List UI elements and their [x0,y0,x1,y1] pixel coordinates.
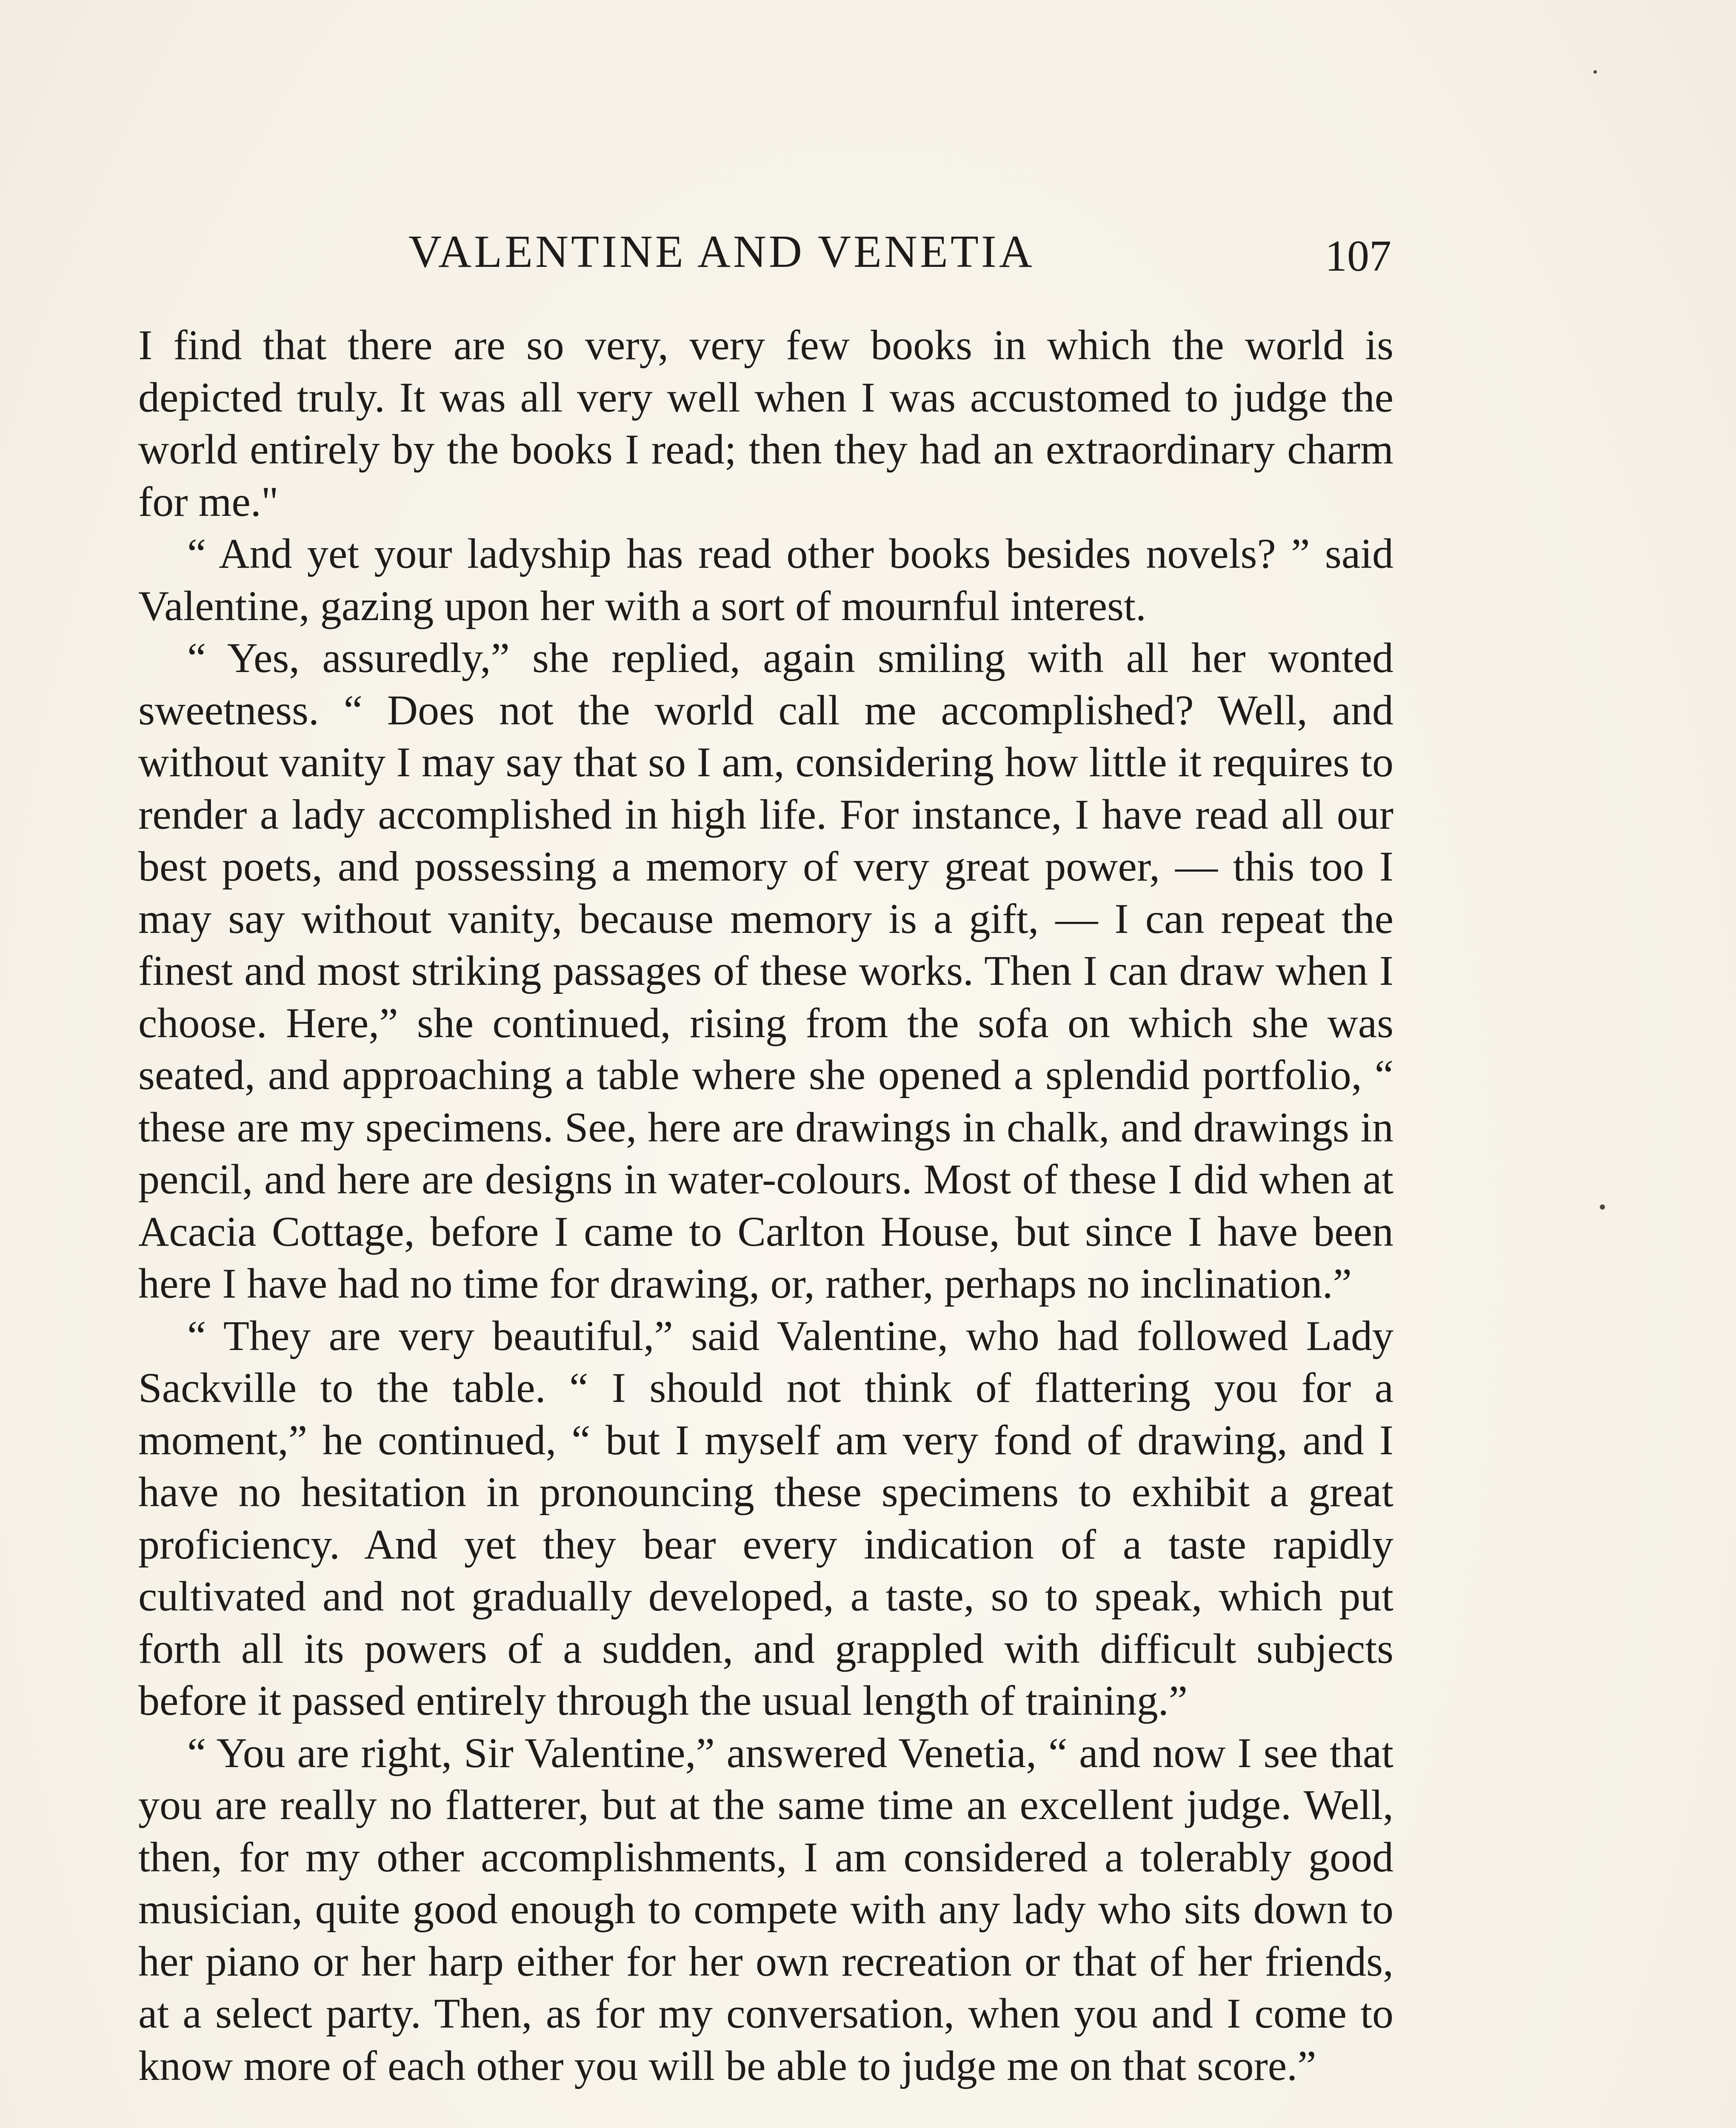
paragraph: “ They are very beautiful,” said Valentine, who had followed Lady Sackville to the table. “ I should not think of flattering you for a moment,” he continued, “ but I myself am very fond of drawing, and I have no hesitation in pronouncing these specimens to exhibit a great proficiency. And yet they bear every indication of a taste rapidly cultivated and not gradually developed, a taste, so to speak, which put forth all its powers of a sudden, and grappled with difficult subjects before it passed entirely through the usual length of training.” [138,1312,1393,1724]
paragraph: “ Yes, assuredly,” she replied, again smiling with all her wonted sweetness. “ Does not the world call me accomplished? Well, and without vanity I may say that so I am, considering how little it requires to render a lady accomplished in high life. For instance, I have read all our best poets, and possessing a memory of very great power, — this too I may say without vanity, because memory is a gift, — I can repeat the finest and most striking passages of these works. Then I can draw when I choose. Here,” she continued, rising from the sofa on which she was seated, and approaching a table where she opened a splendid portfolio, “ these are my specimens. See, here are drawings in chalk, and drawings in pencil, and here are designs in water-colours. Most of these I did when at Acacia Cottage, before I came to Carlton House, but since I have been here I have had no time for drawing, or, rather, perhaps no inclination.” [138,634,1393,1307]
paragraph: “ You are right, Sir Valentine,” answered Venetia, “ and now I see that you are really no flatterer, but at the same time an excellent judge. Well, then, for my other accomplishments, I am considered a tolerably good musician, quite good enough to compete with any lady who sits down to her piano or her harp either for her own recreation or that of her friends, at a select party. Then, as for my conversation, when you and I come to know more of each other you will be able to judge me on that score.” [138,1729,1393,2089]
paragraph: I find that there are so very, very few books in which the world is depicted truly. It was all very well when I was accustomed to judge the world entirely by the books I read; then they had an extraordinary charm for me." [138,321,1393,525]
body-text [138,319,1393,2092]
page-header [136,226,1391,285]
paper-speck [1600,1204,1605,1210]
page-number: 107 [1325,232,1391,280]
running-head: VALENTINE AND VENETIA [408,226,1035,277]
paragraph: “ And yet your ladyship has read other books besides novels? ” said Valentine, gazing upon her with a sort of mournful interest. [138,530,1393,629]
paper-speck [1593,70,1597,74]
